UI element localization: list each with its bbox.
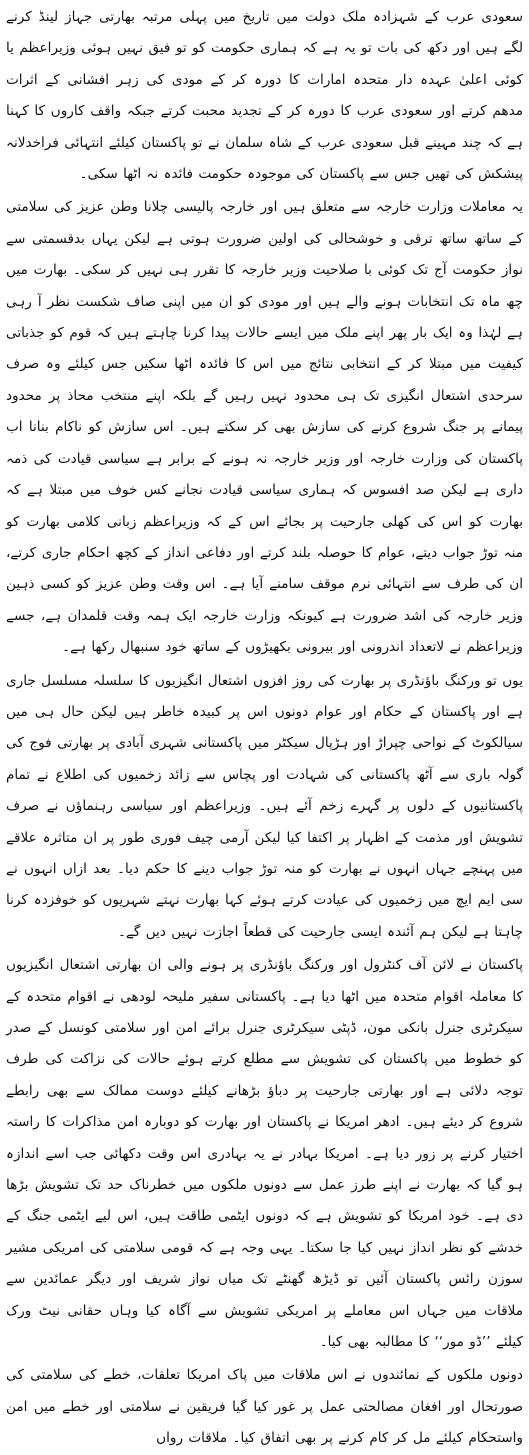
article-paragraph-3: یوں تو ورکنگ باؤنڈری پر بھارت کی روز افزوں اشتعال انگیزیوں کا سلسلہ مسلسل جاری ہے اور پاکستان کے حکام اور عوام دونوں اس پر کبیدہ خاطر ہیں لیکن حال ہی میں سیالکوٹ کے نواحی چپراڑ اور ہڑپال سیکٹر میں پاکستانی شہری آبادی پر بھارتی فوج کی گولہ باری سے آٹھ پاکستانی کی شہادت اور پچاس سے زائد زخمیوں کی اطلاع نے تمام پاکستانیوں کے دلوں پر گہرے زخم آئے ہیں۔ وزیراعظم اور سیاسی رہنماؤں نے صرف تشویش اور مذمت کے اظہار پر اکتفا کیا لیکن آرمی چیف فوری طور پر ان متاثرہ علاقے میں پہنچے جہاں انہوں نے بھارت کو منہ توڑ جواب دینے کا حکم دیا۔ بعد ازاں انہوں نے سی ایم ایچ میں زخمیوں کی عیادت کرتے ہوئے کہا بھارت نہتے شہریوں کو خوفزدہ کرنا چاہتا ہے لیکن ہم آئندہ ایسی جارحیت کی قطعاً اجازت نہیں دیں گے۔ <box>6 672 523 940</box>
article-paragraph-5: دونوں ملکوں کے نمائندوں نے اس ملاقات میں پاک امریکا تعلقات، خطے کی سلامتی کی صورتحال اور افغان مصالحتی عمل پر غور کیا گیا فریقین نے سلامتی اور خطے میں امن واستحکام کیلئے مل کر کام کرنے پر بھی اتفاق کیا۔ ملاقات رواں <box>6 1367 523 1447</box>
article-paragraph-1: سعودی عرب کے شہزادہ ملک دولت میں تاریخ میں پہلی مرتبہ بھارتی جہاز لینڈ کرنے لگے ہیں اور دکھ کی بات تو یہ ہے کہ ہماری حکومت کو تو فیق نہیں ہوئی وزیراعظم یا کوئی اعلیٰ عہدہ دار متحدہ امارات کا دورہ کر کے مودی کی زہر افشانی کے اثرات مدھم کرتے اور سعودی عرب کا دورہ کر کے تجدید محبت کرتے جبکہ واقف کاروں کا کہنا ہے کہ چند مہینے قبل سعودی عرب کے شاہ سلمان نے تو پاکستان کیلئے انتہائی فراخدلانہ پیشکش کی تھیں جس سے پاکستان کی موجودہ حکومت فائدہ نہ اٹھا سکی۔ <box>6 9 523 183</box>
article-paragraph-2: یہ معاملات وزارت خارجہ سے متعلق ہیں اور خارجہ پالیسی چلانا وطن عزیز کی سلامتی کے ساتھ ساتھ ترقی و خوشحالی کی اولین ضرورت ہوتی ہے لیکن یہاں بدقسمتی سے نواز حکومت آج تک کوئی با صلاحیت وزیر خارجہ کا تقرر ہی نہیں کر سکی۔ بھارت میں چھ ماہ تک انتخابات ہونے والے ہیں اور مودی کو ان میں اپنی صاف شکست نظر آ رہی ہے لہٰذا وہ ایک بار پھر اپنے ملک میں ایسے حالات پیدا کرنا چاہتے ہیں کہ قوم کو جذباتی کیفیت میں مبتلا کر کے انتخابی نتائج میں اس کا فائدہ اٹھا سکیں جس کیلئے وہ صرف سرحدی اشتعال انگیزی تک ہی محدود نہیں رہیں گے بلکہ اپنے منتخب محاذ پر محدود پیمانے پر جنگ شروع کرنے کی سازش بھی کر سکتے ہیں۔ اس سازش کو ناکام بنانا اب پاکستان کی وزارت خارجہ اور وزیر خارجہ نہ ہونے کے برابر ہے سیاسی قیادت کی ذمہ داری ہے لیکن صد افسوس کہ ہماری سیاسی قیادت نجانے کس خوف میں مبتلا ہے کہ بھارت کو اس کی کھلی جارحیت پر بجائے اس کے کہ وزیراعظم زبانی کلامی بھارت کو منہ توڑ جواب دیتے، عوام کا حوصلہ بلند کرتے اور دفاعی انداز کے کچھ احکام جاری کرتے، ان کی طرف سے انتہائی نرم موقف سامنے آیا ہے۔ اس وقت وطن عزیز کو کسی ذہین وزیر خارجہ کی اشد ضرورت ہے کیونکہ وزارت خارجہ ایک ہمہ وقت قلمدان ہے، جسے وزیراعظم نے لاتعداد اندرونی اور بیرونی بکھیڑوں کے ساتھ خود سنبھال رکھا ہے۔ <box>6 199 523 656</box>
article-paragraph-4: پاکستان نے لائن آف کنٹرول اور ورکنگ باؤنڈری پر ہونے والی ان بھارتی اشتعال انگیزیوں کا معاملہ اقوام متحدہ میں اٹھا دیا ہے۔ پاکستانی سفیر ملیحہ لودھی نے اقوام متحدہ کے سیکرٹری جنرل بانکی مون، ڈپٹی سیکرٹری جنرل برائے امن اور سلامتی کونسل کے صدر کو خطوط میں پاکستان کی تشویش سے مطلع کرتے ہوئے حالات کی نزاکت کی طرف توجہ دلائی ہے اور بھارتی جارحیت پر دباؤ بڑھانے کیلئے دوست ممالک سے بھی رابطے شروع کر دیئے ہیں۔ ادھر امریکا نے پاکستان اور بھارت کو دوبارہ امن مذاکرات کا راستہ اختیار کرنے پر زور دیا ہے۔ امریکا بہادر نے یہ بہادری اس وقت دکھائی جب اسے اندازہ ہو گیا کہ بھارت نے اپنے طرز عمل سے دونوں ملکوں میں خطرناک حد تک تشویش بڑھا دی ہے۔ خود امریکا کو تشویش ہے کہ دونوں ایٹمی طاقت ہیں، اس لیے ایٹمی جنگ کے خدشے کو نظر انداز نہیں کیا جا سکتا۔ یہی وجہ ہے کہ قومی سلامتی کی امریکی مشیر سوزن رائس پاکستان آئیں تو ڈیڑھ گھنٹے تک میاں نواز شریف اور دیگر عمائدین سے ملاقات میں جہاں اس معاملے پر امریکی تشویش سے آگاہ کیا وہاں حقانی نیٹ ورک کیلئے ’’ڈو مور‘‘ کا مطالبہ بھی کیا۔ <box>6 957 523 1351</box>
